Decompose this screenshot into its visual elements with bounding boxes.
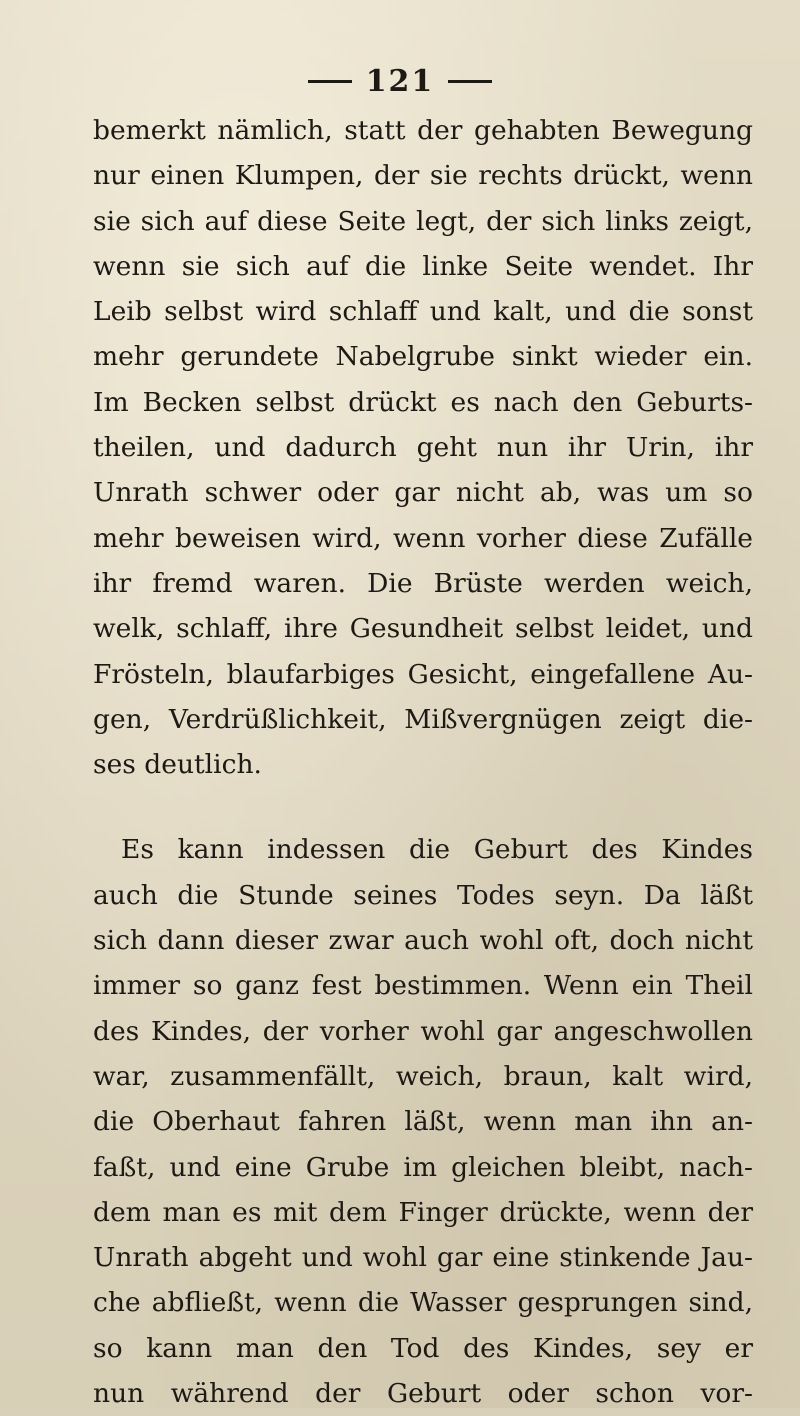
page-header	[0, 62, 800, 99]
text-line: mehr beweisen wird, wenn vorher diese Zufälle	[93, 522, 753, 554]
text-line: welk, schlaff, ihre Gesundheit selbst leidet, und	[93, 613, 753, 645]
text-line: Frösteln, blaufarbiges Gesicht, eingefallene Au-	[93, 658, 753, 690]
text-line: Unrath abgeht und wohl gar eine stinkende Jau-	[93, 1242, 753, 1274]
text-line: che abfließt, wenn die Wasser gesprungen sind,	[93, 1287, 753, 1319]
text-line: nur einen Klumpen, der sie rechts drückt, wenn	[93, 160, 753, 192]
text-line: auch die Stunde seines Todes seyn. Da läßt	[93, 879, 753, 911]
text-line: ihr fremd waren. Die Brüste werden weich,	[93, 567, 753, 599]
text-line: immer so ganz fest bestimmen. Wenn ein Theil	[93, 970, 753, 1002]
text-line: ses deutlich.	[93, 749, 262, 781]
text-line: des Kindes, der vorher wohl gar angeschwollen	[93, 1015, 753, 1047]
text-line: gen, Verdrüßlichkeit, Mißvergnügen zeigt die-	[93, 703, 753, 735]
paragraph-1	[93, 108, 753, 787]
page-number: 121	[365, 63, 435, 99]
header-right-rule	[448, 80, 492, 83]
text-line: Im Becken selbst drückt es nach den Geburts-	[93, 386, 753, 418]
text-line: dem man es mit dem Finger drückte, wenn der	[93, 1196, 753, 1228]
text-line: Es kann indessen die Geburt des Kindes	[121, 834, 753, 866]
text-line: wenn sie sich auf die linke Seite wendet. Ihr	[93, 250, 753, 282]
text-line: war, zusammenfällt, weich, braun, kalt wird,	[93, 1060, 753, 1092]
header-left-rule	[308, 80, 352, 83]
text-line: so kann man den Tod des Kindes, sey er	[93, 1332, 753, 1364]
text-line: die Oberhaut fahren läßt, wenn man ihn an-	[93, 1106, 753, 1138]
text-line: bemerkt nämlich, statt der gehabten Bewegung	[93, 115, 753, 146]
text-line: nun während der Geburt oder schon vor-	[93, 1378, 753, 1410]
body-text	[93, 108, 753, 1416]
text-line: mehr gerundete Nabelgrube sinkt wieder ein.	[93, 341, 753, 373]
paragraph-gap	[93, 787, 753, 827]
text-line: theilen, und dadurch geht nun ihr Urin, ihr	[93, 432, 753, 464]
text-line: sie sich auf diese Seite legt, der sich links zeigt,	[93, 205, 753, 237]
text-line: Leib selbst wird schlaff und kalt, und die sonst	[93, 296, 753, 328]
text-line: Unrath schwer oder gar nicht ab, was um so	[93, 477, 753, 509]
paragraph-2	[93, 827, 753, 1416]
text-line: faßt, und eine Grube im gleichen bleibt, nach-	[93, 1151, 753, 1183]
text-line: sich dann dieser zwar auch wohl oft, doch nicht	[93, 925, 753, 957]
